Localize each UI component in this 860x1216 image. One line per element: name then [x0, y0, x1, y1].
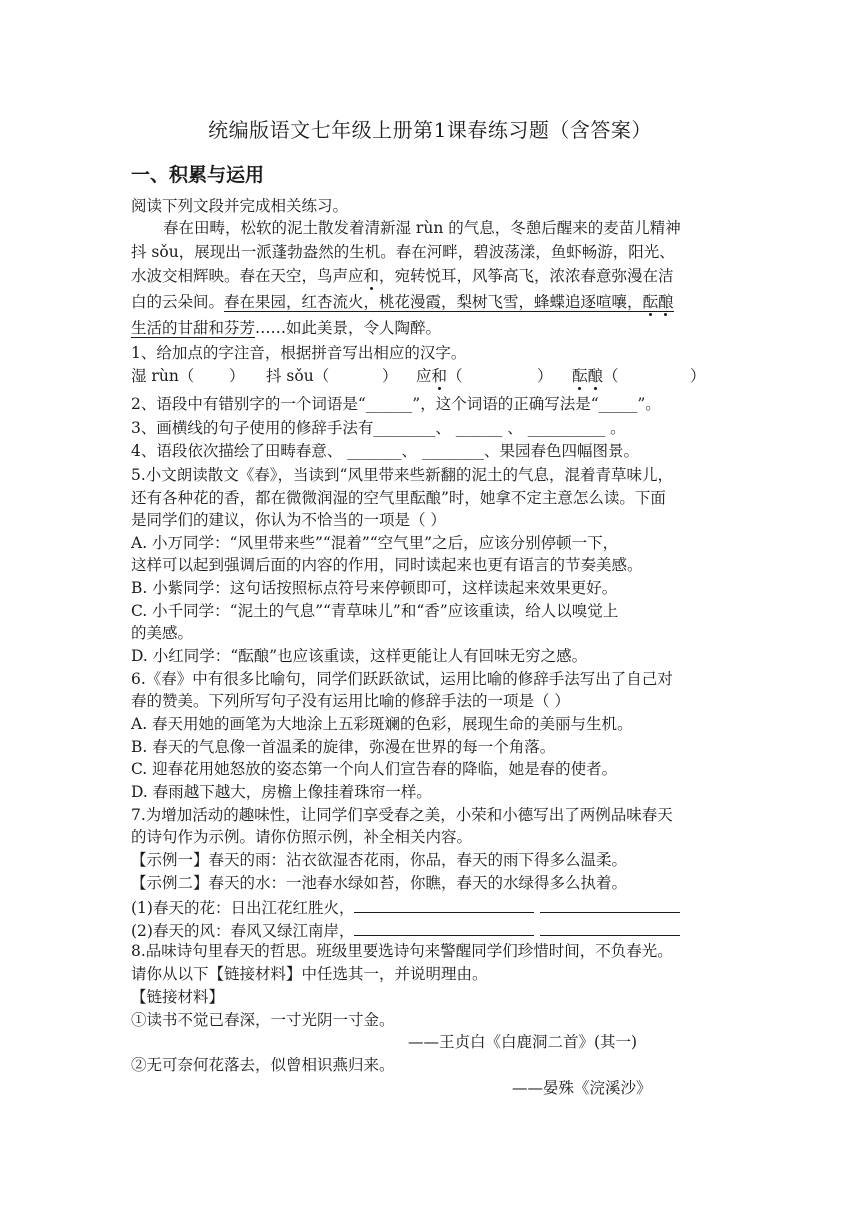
q5-option-a-line-2: 这样可以起到强调后面的内容的作用，同时读起来也更有语言的节奏美感。	[131, 556, 643, 574]
q5-option-b: B. 小紫同学：这句话按照标点符号来停顿即可，这样读起来效果更好。	[131, 579, 618, 597]
q6-option-b: B. 春天的气息像一首温柔的旋律，弥漫在世界的每一个角落。	[131, 738, 556, 756]
passage-text: 水波交相辉映。春在天空，鸟声应	[131, 267, 364, 285]
q5-option-c-line-2: 的美感。	[131, 624, 194, 642]
q6-option-a: A. 春天用她的画笔为大地涂上五彩斑斓的色彩，展现生命的美丽与生机。	[131, 715, 633, 733]
passage-line-5	[131, 318, 441, 338]
underlined-sentence: 生活的甘甜和芬芳	[131, 319, 256, 337]
answer-blank[interactable]	[540, 896, 680, 913]
passage-line-3	[131, 266, 674, 286]
underlined-sentence	[224, 293, 674, 312]
passage-line-4	[131, 292, 674, 312]
dotted-char: 酿	[587, 367, 604, 385]
dotted-char: 和	[363, 267, 380, 285]
question-7-line-1: 7.为增加活动的趣味性，让同学们享受春之美，小荣和小德写出了两例品味春天	[131, 806, 673, 824]
q1-paren: （	[447, 367, 463, 385]
q1-item-a: 湿 rùn（	[131, 367, 195, 385]
q7-prompt-text: (1)春天的花：日出江花红胜火，	[131, 899, 355, 917]
underlined-text: 春在果园，红杏流火，桃花漫霞，梨树飞雪，蜂蝶追逐喧嚷，	[224, 293, 643, 311]
q7-example-2: 【示例二】春天的水：一池春水绿如苔，你瞧，春天的水绿得多么执着。	[131, 874, 628, 892]
q1-item-d	[572, 366, 619, 386]
intro-text: 阅读下列文段并完成相关练习。	[131, 197, 349, 215]
question-6-line-2: 春的赞美。下列所写句子没有运用比喻的修辞手法的一项是（ ）	[131, 692, 570, 710]
material-1: ①读书不觉已春深，一寸光阴一寸金。	[131, 1011, 395, 1029]
q7-prompt-2	[131, 919, 680, 941]
q6-option-d: D. 春雨越下越大，房檐上像挂着珠帘一样。	[131, 783, 432, 801]
q5-option-a-line-1: A. 小万同学：“风里带来些”“混着”“空气里”之后，应该分别停顿一下，	[131, 534, 619, 552]
question-7-line-2: 的诗句作为示例。请你仿照示例，补全相关内容。	[131, 828, 473, 846]
passage-text: ，宛转悦耳，风筝高飞，浓浓春意弥漫在洁	[379, 267, 674, 285]
question-1: 1、给加点的字注音，根据拼音写出相应的汉字。	[131, 344, 467, 362]
question-5-line-1: 5.小文朗读散文《春》，当读到“风里带来些新翻的泥土的气息，混着青草味儿，	[131, 466, 673, 484]
material-1-source: ——王贞白《白鹿洞二首》(其一)	[408, 1033, 638, 1051]
q5-option-c-line-1: C. 小千同学：“泥土的气息”“青草味儿”和“香”应该重读，给人以嗅觉上	[131, 602, 619, 620]
answer-blank[interactable]	[354, 896, 534, 913]
q1-item-a-close: ）	[229, 367, 245, 385]
passage-text: 白的云朵间。	[131, 293, 225, 311]
q1-item-b-close: ）	[382, 367, 398, 385]
q7-prompt-text: (2)春天的风：春风又绿江南岸，	[131, 922, 355, 940]
q5-option-d: D. 小红同学：“酝酿”也应该重读，这样更能让人有回味无穷之感。	[131, 647, 588, 665]
q7-prompt-1	[131, 896, 680, 918]
q1-paren: （	[603, 367, 619, 385]
question-6-line-1: 6.《春》中有很多比喻句，同学们跃跃欲试，运用比喻的修辞手法写出了自己对	[131, 670, 673, 688]
q1-item-c	[416, 366, 463, 386]
q7-example-1: 【示例一】春天的雨：沾衣欲湿杏花雨，你品，春天的雨下得多么温柔。	[131, 851, 628, 869]
section-heading: 一、积累与运用	[131, 164, 265, 186]
dotted-char: 酿	[658, 293, 674, 311]
q1-item-d-close: ）	[690, 367, 706, 385]
passage-line-2: 抖 sǒu，展现出一派蓬勃盎然的生机。春在河畔，碧波荡漾，鱼虾畅游，阳光、	[131, 243, 675, 261]
question-5-line-3: 是同学们的建议，你认为不恰当的一项是（ ）	[131, 511, 446, 529]
material-2: ②无可奈何花落去，似曾相识燕归来。	[131, 1056, 395, 1074]
dotted-char: 酝	[572, 367, 588, 385]
question-4: 4、语段依次描绘了田畴春意、 _______、 ________、果园春色四幅图景。	[131, 442, 639, 460]
answer-blank[interactable]	[354, 919, 534, 936]
question-2: 2、语段中有错别字的一个词语是“______”，这个词语的正确写法是“_____”。	[131, 395, 661, 413]
dotted-char: 和	[431, 367, 448, 385]
answer-blank[interactable]	[540, 919, 680, 936]
question-5-line-2: 还有各种花的香，都在微微润湿的空气里酝酿”时，她拿不定主意怎么读。下面	[131, 489, 666, 507]
q6-option-c: C. 迎春花用她怒放的姿态第一个向人们宣告春的降临，她是春的使者。	[131, 760, 618, 778]
question-3: 3、画横线的句子使用的修辞手法有________、 ______ 、 __________ 。	[131, 419, 626, 437]
question-8-line-1: 8.品味诗句里春天的哲思。班级里要选诗句来警醒同学们珍惜时间，不负春光。	[131, 942, 673, 960]
passage-line-1: 春在田畴，松软的泥土散发着清新湿 rùn 的气息，冬憩后醒来的麦苗儿精神	[163, 219, 681, 237]
question-8-line-2: 请你从以下【链接材料】中任选其一，并说明理由。	[131, 965, 488, 983]
dotted-char: 酝	[642, 293, 659, 311]
material-2-source: ——晏殊《浣溪沙》	[512, 1079, 652, 1097]
q1-item-c-close: ）	[537, 367, 553, 385]
passage-text: ……如此美景，令人陶醉。	[255, 319, 442, 337]
q1-char: 应	[416, 367, 432, 385]
q1-item-b: 抖 sǒu（	[266, 367, 330, 385]
page-title: 统编版语文七年级上册第1课春练习题（含答案）	[208, 118, 652, 142]
link-material-heading: 【链接材料】	[131, 988, 225, 1006]
